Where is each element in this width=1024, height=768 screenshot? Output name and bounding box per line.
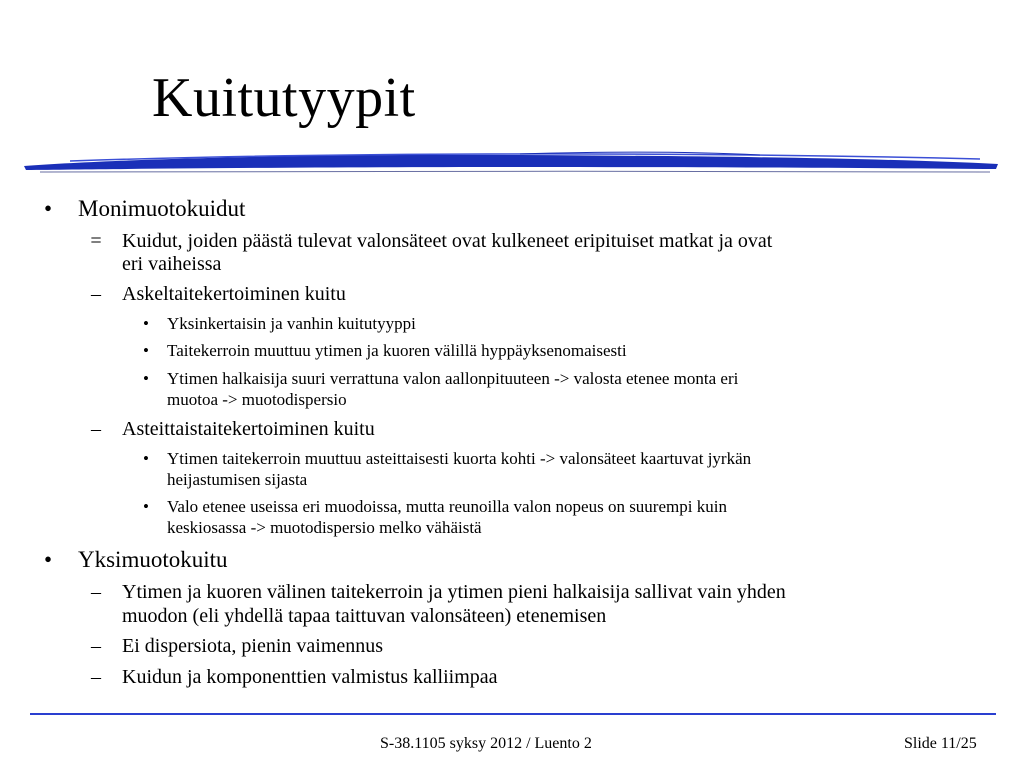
subsubbullet-marker: • — [143, 449, 149, 468]
subsubbullet-text-line1: Ytimen halkaisija suuri verrattuna valon aallonpituuteen -> valosta etenee monta eri — [167, 369, 739, 388]
bullet-text: Yksimuotokuitu — [78, 547, 228, 572]
subsubbullet-marker: • — [143, 497, 149, 516]
subbullet-marker: – — [91, 581, 101, 603]
footer-divider — [30, 713, 996, 715]
subsubbullet-marker: • — [143, 369, 149, 388]
subbullet-marker: = — [90, 230, 102, 252]
subbullet-text-line2: muodon (eli yhdellä tapaa taittuvan valonsäteen) etenemisen — [122, 605, 607, 627]
bullet-text: Monimuotokuidut — [78, 196, 246, 221]
subbullet-text-line1: Ytimen ja kuoren välinen taitekerroin ja ytimen pieni halkaisija sallivat vain yhden — [122, 581, 786, 603]
subsubbullet-text-line1: Taitekerroin muuttuu ytimen ja kuoren välillä hyppäyksenomaisesti — [167, 341, 627, 360]
bullet-marker: • — [43, 547, 53, 572]
subsubbullet-text-line2: heijastumisen sijasta — [167, 470, 308, 489]
subsubbullet-text-line2: muotoa -> muotodispersio — [167, 390, 347, 409]
subsubbullet-marker: • — [143, 341, 149, 360]
subsubbullet-marker: • — [143, 314, 149, 333]
footer-course-label: S-38.1105 syksy 2012 / Luento 2 — [380, 735, 592, 752]
subbullet-text: Askeltaitekertoiminen kuitu — [122, 283, 346, 305]
subsubbullet-text-line1: Valo etenee useissa eri muodoissa, mutta reunoilla valon nopeus on suurempi kuin — [167, 497, 727, 516]
bullet-marker: • — [43, 196, 53, 221]
footer-slide-number: Slide 11/25 — [904, 735, 977, 752]
subbullet-text-line2: eri vaiheissa — [122, 253, 222, 275]
subbullet-text-line1: Ei dispersiota, pienin vaimennus — [122, 635, 384, 657]
subbullet-text-line1: Kuidut, joiden päästä tulevat valonsäteet ovat kulkeneet eripituiset matkat ja ovat — [122, 230, 773, 252]
subbullet-marker: – — [91, 635, 101, 657]
subbullet-marker: – — [91, 418, 101, 440]
subbullet-text-line1: Kuidun ja komponenttien valmistus kalliimpaa — [122, 666, 498, 688]
subsubbullet-text-line1: Ytimen taitekerroin muuttuu asteittaisesti kuorta kohti -> valonsäteet kaartuvat jyrkän — [167, 449, 752, 468]
subsubbullet-text-line1: Yksinkertaisin ja vanhin kuitutyyppi — [167, 314, 416, 333]
slide-title: Kuitutyypit — [152, 67, 416, 129]
subsubbullet-text-line2: keskiosassa -> muotodispersio melko vähäistä — [167, 518, 482, 537]
subbullet-marker: – — [91, 283, 101, 305]
subbullet-marker: – — [91, 666, 101, 688]
subbullet-text: Asteittaistaitekertoiminen kuitu — [122, 418, 375, 440]
